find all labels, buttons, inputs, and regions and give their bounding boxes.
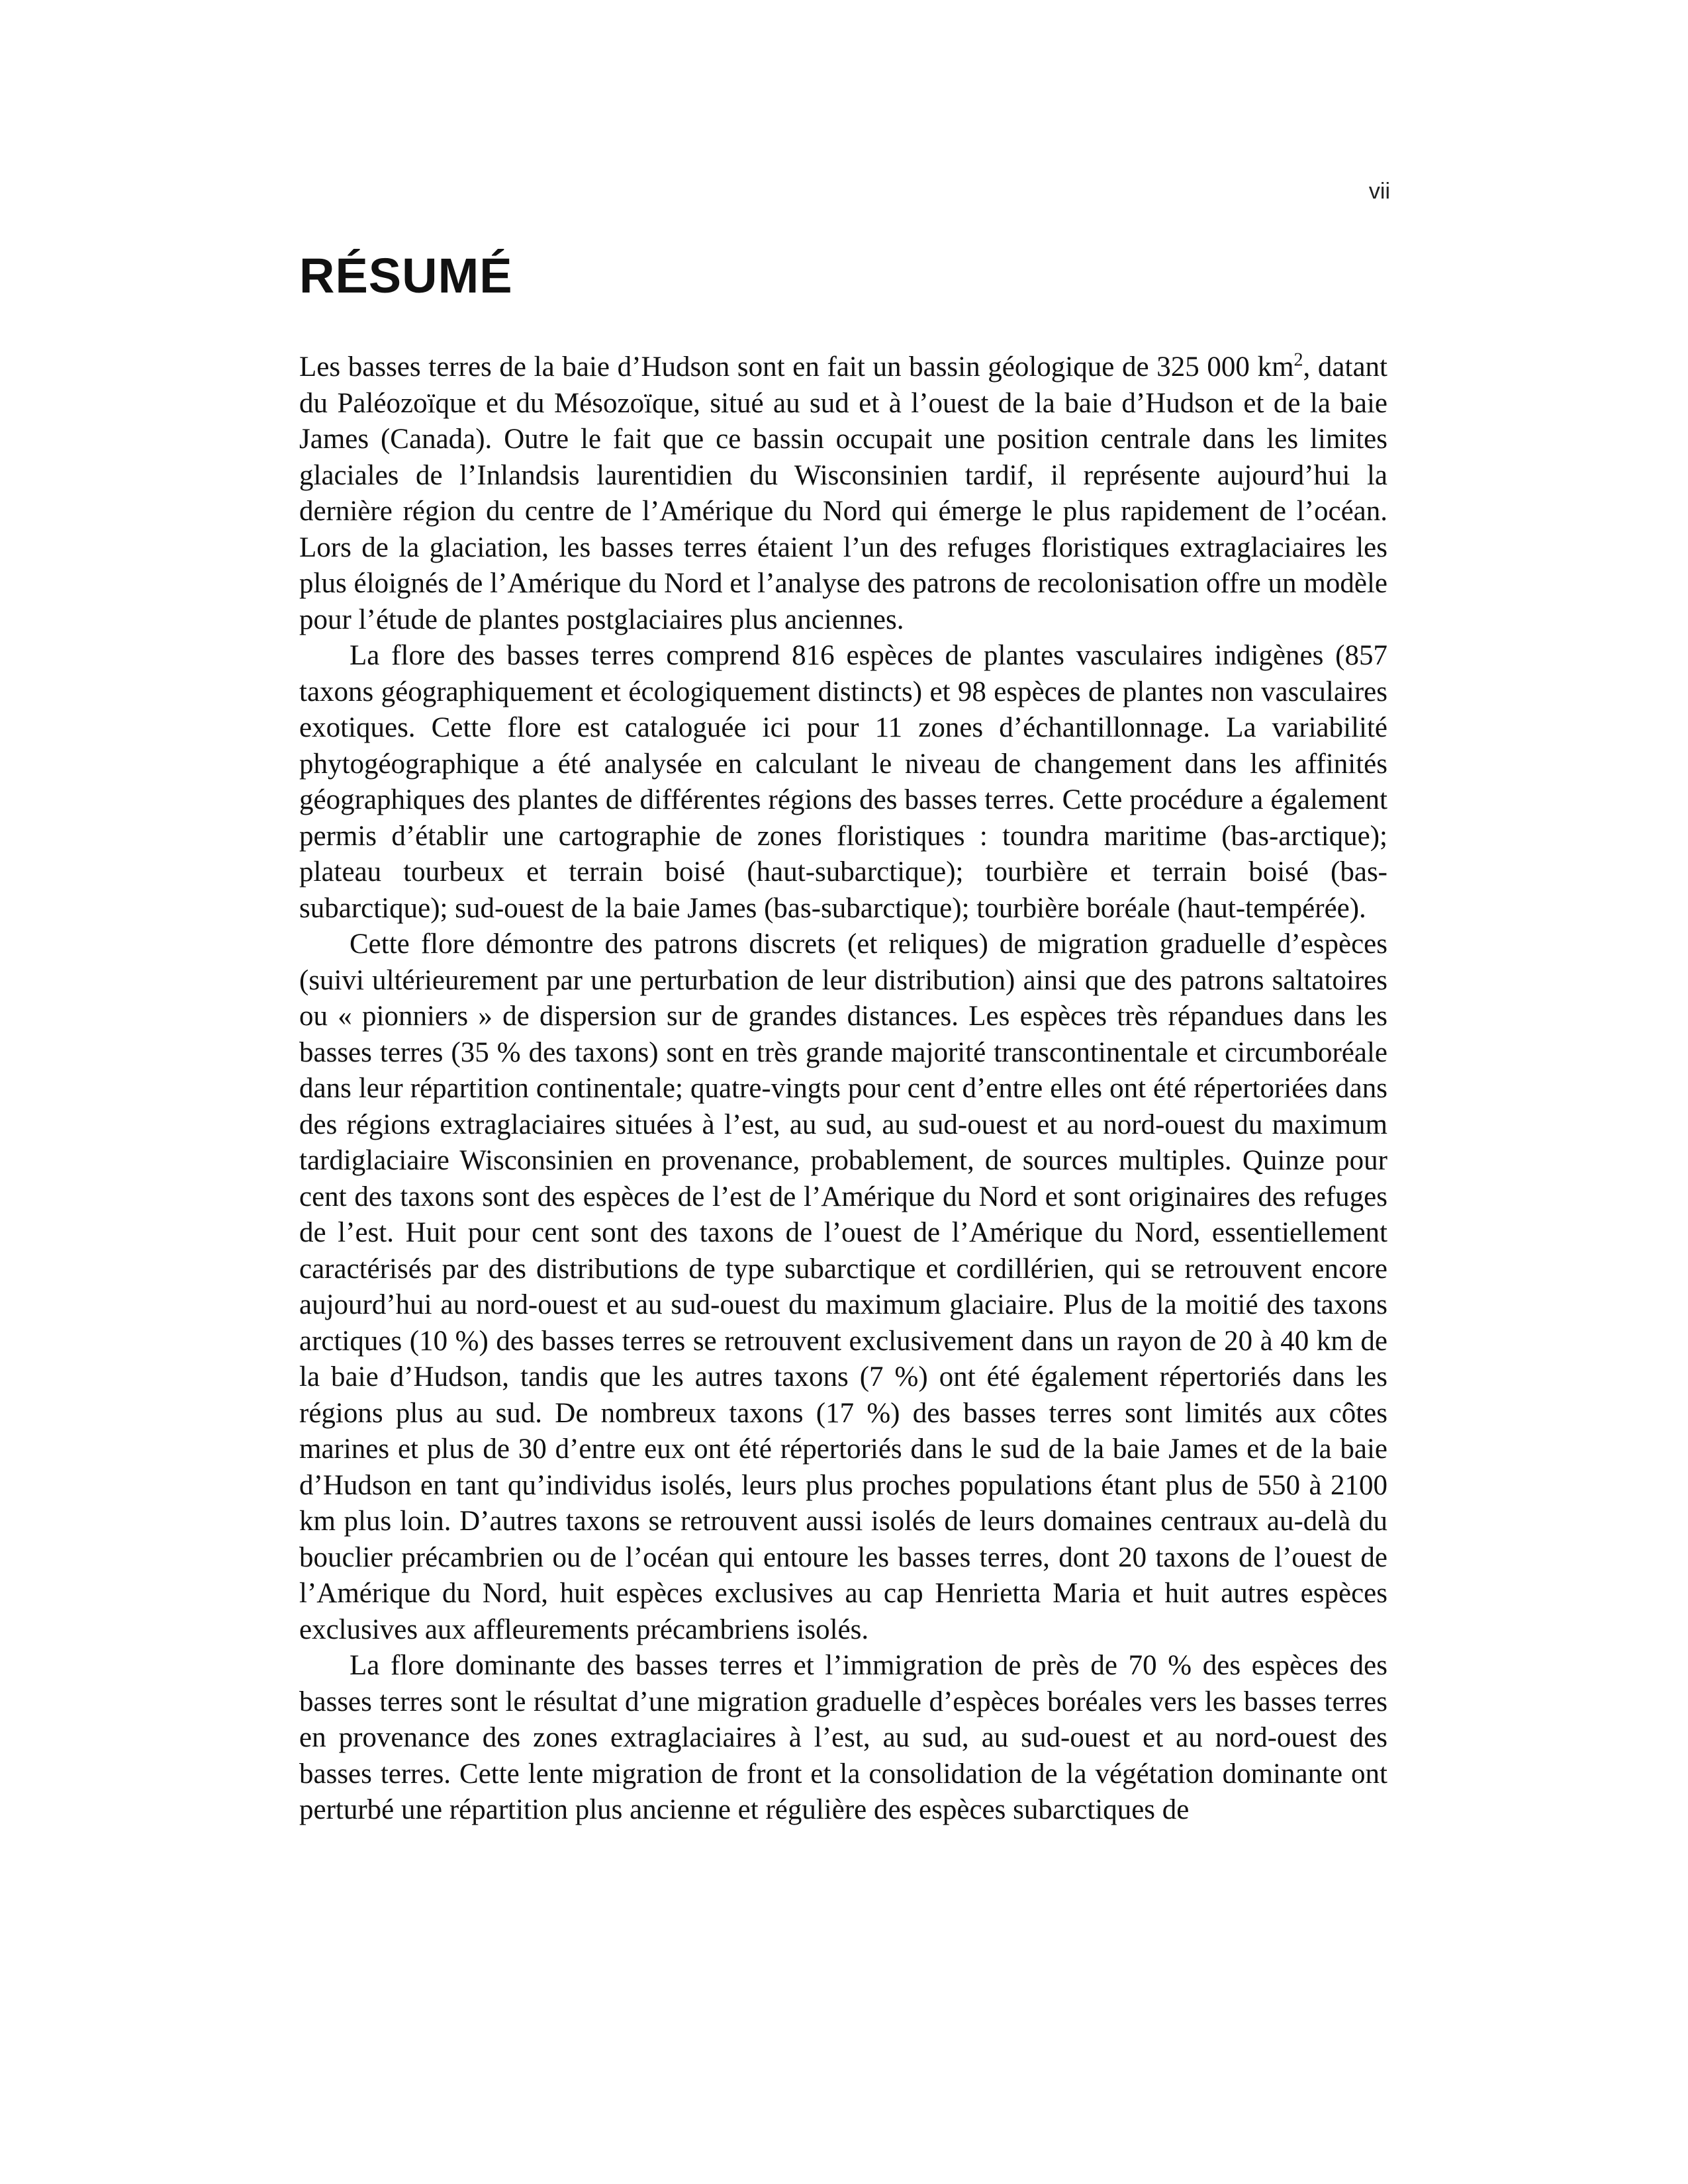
paragraph-1-text-before-superscript: Les basses terres de la baie d’Hudson sont en fait un bassin géologique de 325 000 km <box>299 351 1294 383</box>
abstract-body <box>299 349 1387 1829</box>
paragraph-1-text-after-superscript: , datant du Paléozoïque et du Mésozoïque, situé au sud et à l’ouest de la baie d’Hudson et de la baie James (Canada). Outre le fait que ce bassin occupait une position centrale dans les limites glaciales de l’Inlandsis laurentidien du Wisconsinien tardif, il représente aujourd’hui la dernière région du centre de l’Amérique du Nord qui émerge le plus rapidement de l’océan. Lors de la glaciation, les basses terres étaient l’un des refuges floristiques extraglaciaires les plus éloignés de l’Amérique du Nord et l’analyse des patrons de recolonisation offre un modèle pour l’étude de plantes postglaciaires plus anciennes. <box>299 351 1387 635</box>
superscript-exponent: 2 <box>1293 349 1303 371</box>
paragraph-3: Cette flore démontre des patrons discrets (et reliques) de migration graduelle d’espèces (suivi ultérieurement par une perturbation de leur distribution) ainsi que des patrons saltatoires ou « pionniers » de dispersion sur de grandes distances. Les espèces très répandues dans les basses terres (35 % des taxons) sont en très grande majorité transcontinentale et circumboréale dans leur répartition continentale; quatre-vingts pour cent d’entre elles ont été répertoriées dans des régions extraglaciaires situées à l’est, au sud, au sud-ouest et au nord-ouest du maximum tardiglaciaire Wisconsinien en provenance, probablement, de sources multiples. Quinze pour cent des taxons sont des espèces de l’est de l’Amérique du Nord et sont originaires des refuges de l’est. Huit pour cent sont des taxons de l’ouest de l’Amérique du Nord, essentiellement caractérisés par des distributions de type subarctique et cordillérien, qui se retrouvent encore aujourd’hui au nord-ouest et au sud-ouest du maximum glaciaire. Plus de la moitié des taxons arctiques (10 %) des basses terres se retrouvent exclusivement dans un rayon de 20 à 40 km de la baie d’Hudson, tandis que les autres taxons (7 %) ont été également répertoriés dans les régions plus au sud. De nombreux taxons (17 %) des basses terres sont limités aux côtes marines et plus de 30 d’entre eux ont été répertoriés dans le sud de la baie James et de la baie d’Hudson en tant qu’individus isolés, leurs plus proches populations étant plus de 550 à 2100 km plus loin. D’autres taxons se retrouvent aussi isolés de leurs domaines centraux au-delà du bouclier précambrien ou de l’océan qui entoure les basses terres, dont 20 taxons de l’ouest de l’Amérique du Nord, huit espèces exclusives au cap Henrietta Maria et huit autres espèces exclusives aux affleurements précambriens isolés. <box>299 929 1387 1645</box>
paragraph-4: La flore dominante des basses terres et l’immigration de près de 70 % des espèces des basses terres sont le résultat d’une migration graduelle d’espèces boréales vers les basses terres en provenance des zones extraglaciaires à l’est, au sud, au sud-ouest et au nord-ouest des basses terres. Cette lente migration de front et la consolidation de la végétation dominante ont perturbé une répartition plus ancienne et régulière des espèces subarctiques de <box>299 1650 1387 1825</box>
paragraph-1 <box>299 349 1387 638</box>
page-title: RÉSUMÉ <box>299 248 513 303</box>
page-number: vii <box>1368 179 1390 204</box>
paragraph-2: La flore des basses terres comprend 816 espèces de plantes vasculaires indigènes (857 taxons géographiquement et écologiquement distincts) et 98 espèces de plantes non vasculaires exotiques. Cette flore est cataloguée ici pour 11 zones d’échantillonnage. La variabilité phytogéographique a été analysée en calculant le niveau de changement dans les affinités géographiques des plantes de différentes régions des basses terres. Cette procédure a également permis d’établir une cartographie de zones floristiques : toundra maritime (bas-arctique); plateau tourbeux et terrain boisé (haut-subarctique); tourbière et terrain boisé (bas-subarctique); sud-ouest de la baie James (bas-subarctique); tourbière boréale (haut-tempérée). <box>299 640 1387 924</box>
